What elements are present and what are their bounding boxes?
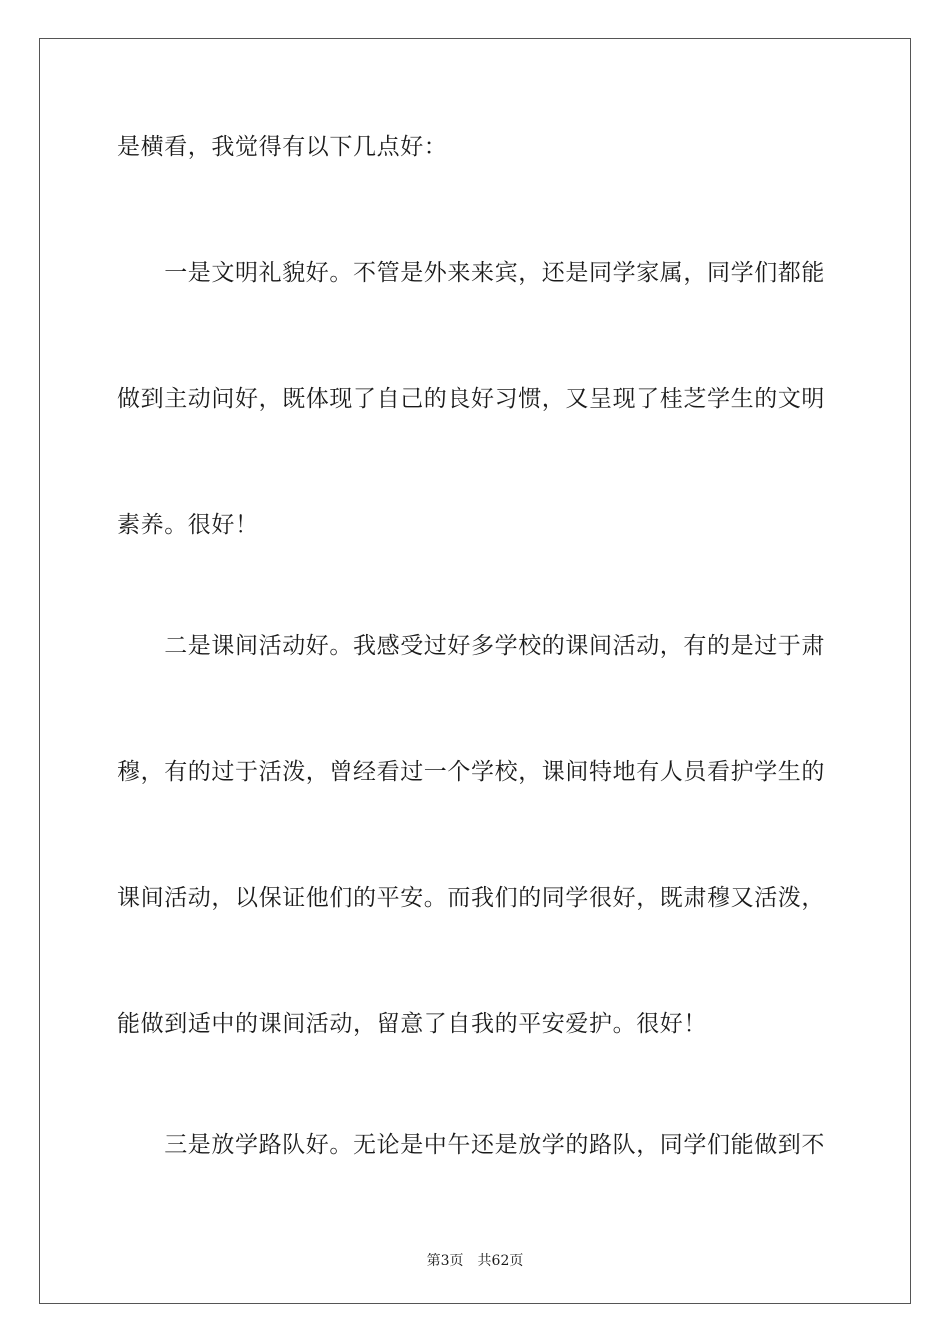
text-line-4: 素养。很好！ xyxy=(117,512,259,538)
page-border xyxy=(39,38,911,1304)
text-line-6: 穆，有的过于活泼，曾经看过一个学校，课间特地有人员看护学生的 xyxy=(117,759,825,785)
page-number-footer: 第3页 共62页 xyxy=(426,1253,524,1269)
text-line-5: 二是课间活动好。我感受过好多学校的课间活动，有的是过于肃 xyxy=(117,633,825,659)
text-line-8: 能做到适中的课间活动，留意了自我的平安爱护。很好！ xyxy=(117,1011,707,1037)
text-line-3: 做到主动问好，既体现了自己的良好习惯，又呈现了桂芝学生的文明 xyxy=(117,386,825,412)
text-line-1: 是横看，我觉得有以下几点好： xyxy=(117,134,448,160)
text-line-2: 一是文明礼貌好。不管是外来来宾，还是同学家属，同学们都能 xyxy=(117,260,825,286)
text-line-7: 课间活动，以保证他们的平安。而我们的同学很好，既肃穆又活泼， xyxy=(117,885,825,911)
text-line-9: 三是放学路队好。无论是中午还是放学的路队，同学们能做到不 xyxy=(117,1132,825,1158)
